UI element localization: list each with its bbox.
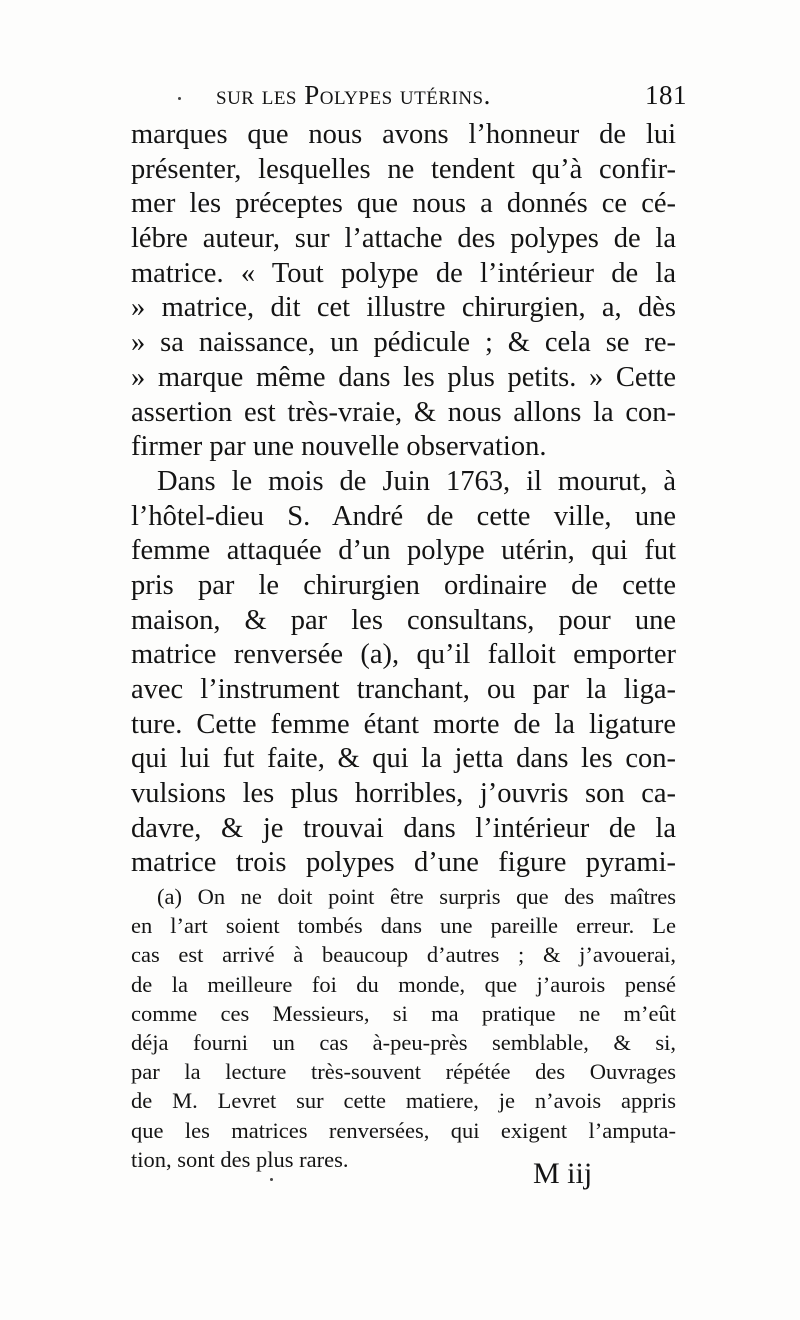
body-line: lébre auteur, sur l’attache des polypes de la (131, 223, 676, 255)
body-line: davre, & je trouvai dans l’intérieur de la (131, 812, 676, 844)
body-line: avec l’instrument tranchant, ou par la liga- (131, 674, 676, 705)
body-line: assertion est très-vraie, & nous allons la con- (131, 396, 676, 428)
footnote-line: cas est arrivé à beaucoup d’autres ; & j’avouerai, (131, 942, 676, 968)
body-line: présenter, lesquelles ne tendent qu’à confir- (131, 153, 676, 185)
footnote-line: par la lecture très-souvent répétée des Ouvrages (131, 1059, 676, 1085)
footnote-line: tion, sont des plus rares. (131, 1146, 349, 1172)
body-line: matrice trois polypes d’une figure pyrami- (131, 847, 676, 879)
body-line: matrice. « Tout polype de l’intérieur de la (131, 257, 676, 289)
footnote-line: que les matrices renversées, qui exigent l’amputa- (131, 1117, 676, 1143)
body-line: ture. Cette femme étant morte de la ligature (131, 708, 676, 740)
body-line: l’hôtel-dieu S. André de cette ville, une (131, 500, 676, 532)
print-speck (178, 97, 181, 100)
signature-mark: M iij (533, 1157, 593, 1190)
body-line: pris par le chirurgien ordinaire de cette (131, 569, 676, 601)
print-speck (270, 1178, 273, 1181)
page-number: 181 (645, 80, 687, 110)
body-line: mer les préceptes que nous a donnés ce cé- (131, 188, 676, 220)
body-line: » sa naissance, un pédicule ; & cela se re- (131, 327, 676, 359)
body-line: firmer par une nouvelle observation. (131, 431, 547, 463)
page-header (120, 80, 695, 120)
body-text (131, 118, 676, 881)
body-line: Dans le mois de Juin 1763, il mourut, à (157, 465, 676, 497)
footnote-line: de la meilleure foi du monde, que j’aurois pensé (131, 971, 676, 997)
footnote-line: de M. Levret sur cette matiere, je n’avois appris (131, 1088, 676, 1114)
body-line: vulsions les plus horribles, j’ouvris son ca- (131, 778, 676, 810)
footnote-line: déja fourni un cas à-peu-près semblable, & si, (131, 1029, 676, 1055)
footnote-line: comme ces Messieurs, si ma pratique ne m’eût (131, 1000, 676, 1026)
body-line: maison, & par les consultans, pour une (131, 604, 676, 636)
body-line: matrice renversée (a), qu’il falloit emporter (131, 639, 676, 671)
body-line: » matrice, dit cet illustre chirurgien, a, dès (131, 292, 676, 324)
body-line: » marque même dans les plus petits. » Cette (131, 361, 676, 393)
body-line: qui lui fut faite, & qui la jetta dans les con- (131, 743, 676, 775)
footnote-line: en l’art soient tombés dans une pareille erreur. Le (131, 913, 676, 939)
body-line: femme attaquée d’un polype utérin, qui fut (131, 535, 676, 567)
body-line: marques que nous avons l’honneur de lui (131, 119, 676, 150)
footnote (131, 882, 676, 1174)
running-head: sur les Polypes utérins. (216, 80, 491, 110)
footnote-line: (a) On ne doit point être surpris que des maîtres (157, 884, 676, 909)
